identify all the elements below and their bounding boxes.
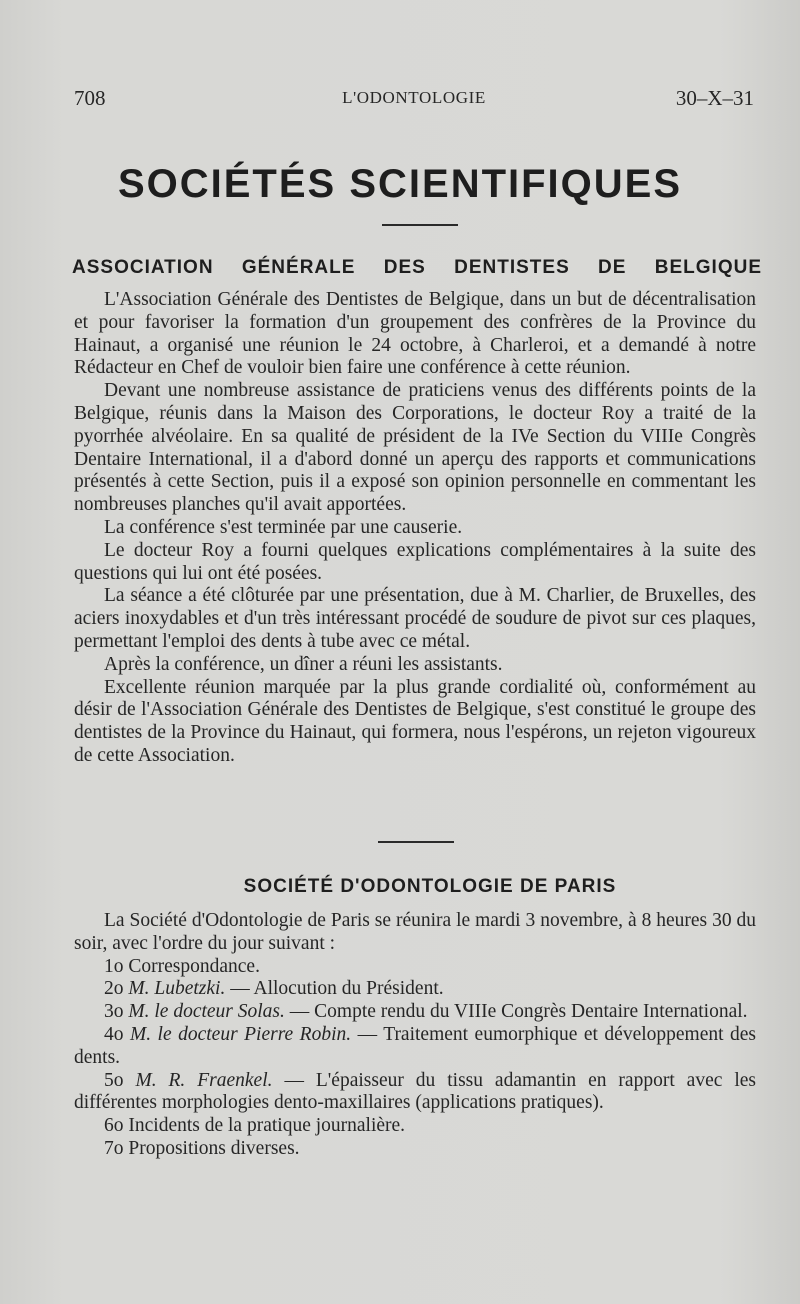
paragraph: Devant une nombreuse assistance de praticiens venus des différents points de la Belgique, réunis dans la Maison des Corporations, le docteur Roy a traité de la pyorrhée alvéolaire. En sa qualité de président de la IVe Section du VIIIe Congrès Dentaire International, il a d'abord donné un aperçu des rapports et communications présentés à cette Section, puis il a exposé son opinion personnelle en commentant les nombreuses planches qu'il avait apportées.	[74, 380, 756, 516]
paragraph: La conférence s'est terminée par une causerie.	[104, 516, 463, 538]
item-number: 3o	[104, 1001, 124, 1023]
section-body-belgium	[74, 289, 756, 768]
item-text: — Compte rendu du VIIIe Congrès Dentaire International.	[284, 1001, 748, 1023]
item-text: — Traitement eumorphique et développement des dents.	[74, 1023, 757, 1068]
item-number: 5o	[104, 1069, 124, 1091]
agenda-item	[74, 978, 756, 1001]
journal-name: L'ODONTOLOGIE	[342, 88, 486, 107]
title-divider	[382, 224, 458, 226]
item-number: 7o	[104, 1137, 124, 1159]
paragraph: Après la conférence, un dîner a réuni les assistants.	[104, 653, 503, 675]
item-number: 6o	[104, 1115, 124, 1137]
agenda-item	[74, 956, 756, 979]
paragraph: L'Association Générale des Dentistes de Belgique, dans un but de décentralisation et pour favoriser la formation d'un groupement des confrères de la Province du Hainaut, a organisé une réunion le 24 octobre, à Charleroi, et a demandé à notre Rédacteur en Chef de vouloir bien faire une conférence à cette réunion.	[74, 289, 756, 379]
section-heading-belgium: ASSOCIATION GÉNÉRALE DES DENTISTES DE BELGIQUE	[72, 257, 762, 278]
page-number: 708	[74, 86, 106, 110]
item-speaker: M. Lubetzki.	[128, 978, 226, 1000]
item-text: Propositions diverses.	[128, 1137, 300, 1159]
page-title: SOCIÉTÉS SCIENTIFIQUES	[117, 162, 683, 206]
item-number: 2o	[104, 978, 124, 1000]
item-speaker: M. le docteur Pierre Robin.	[129, 1023, 352, 1045]
agenda-item	[74, 1024, 756, 1070]
paragraph: Le docteur Roy a fourni quelques explications complémentaires à la suite des questions qui lui ont été posées.	[74, 539, 756, 584]
item-speaker: M. le docteur Solas.	[128, 1001, 285, 1023]
section-body-paris	[74, 910, 756, 1161]
section-heading-paris: SOCIÉTÉ D'ODONTOLOGIE DE PARIS	[243, 876, 617, 897]
item-number: 4o	[104, 1023, 124, 1045]
item-number: 1o	[104, 955, 124, 977]
paragraph: Excellente réunion marquée par la plus grande cordialité où, conformément au désir de l'Association Générale des Dentistes de Belgique, s'est constitué le groupe des dentistes de la Province du Hainaut, qui formera, nous l'espérons, un rejeton vigoureux de cette Association.	[74, 676, 756, 766]
item-text: — Allocution du Président.	[225, 978, 444, 1000]
agenda-item	[74, 1115, 756, 1138]
running-header	[74, 86, 754, 116]
item-text: Incidents de la pratique journalière.	[128, 1115, 406, 1137]
agenda-item	[74, 1138, 756, 1161]
item-speaker: M. R. Fraenkel.	[135, 1069, 273, 1091]
item-text: Correspondance.	[128, 955, 260, 977]
agenda-intro: La Société d'Odontologie de Paris se réunira le mardi 3 novembre, à 8 heures 30 du soir, avec l'ordre du jour suivant :	[74, 910, 756, 954]
issue-date: 30–X–31	[675, 86, 754, 110]
item-text: — L'épaisseur du tissu adamantin en rapport avec les différentes morphologies dento-maxillaires (applications pratiques).	[74, 1069, 757, 1114]
agenda-item	[74, 1001, 756, 1024]
section-divider	[378, 841, 454, 843]
paragraph: La séance a été clôturée par une présentation, due à M. Charlier, de Bruxelles, des aciers inoxydables et d'un très intéressant procédé de soudure de pivot sur ces plaques, permettant l'emploi des dents à tube avec ce métal.	[74, 585, 756, 652]
agenda-item	[74, 1070, 756, 1116]
